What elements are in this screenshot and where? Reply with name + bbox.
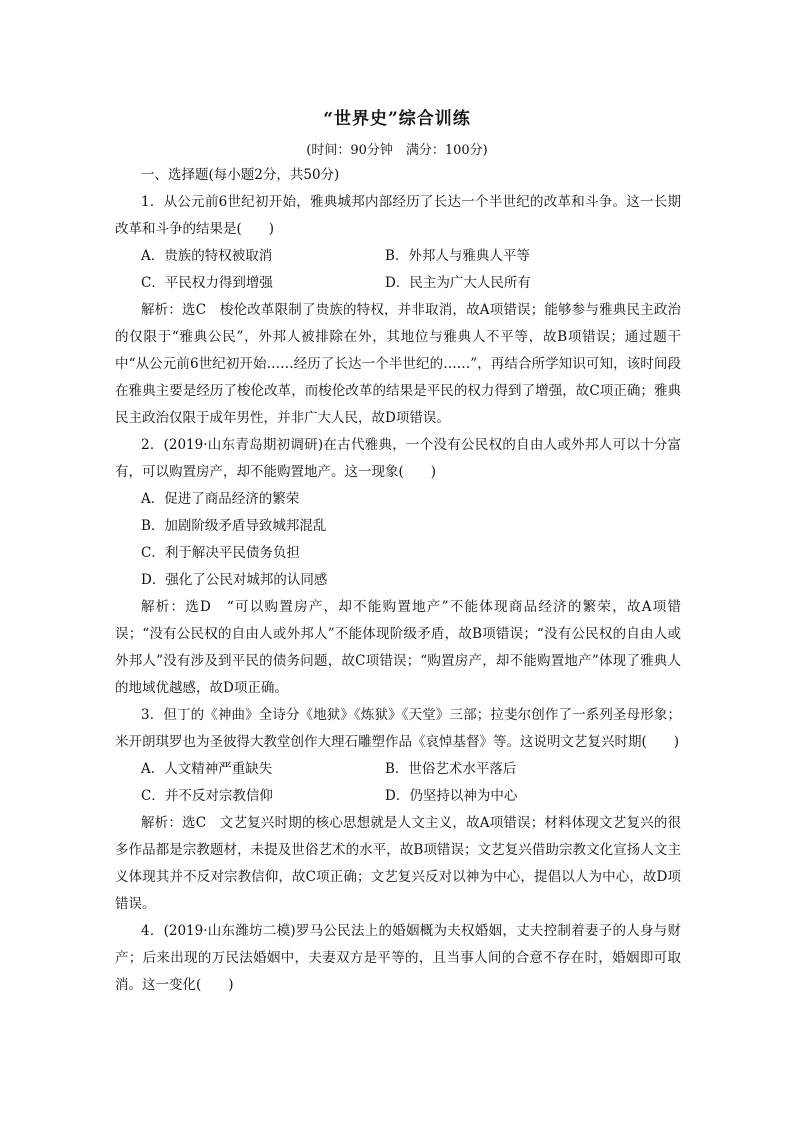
question-1-options-row-1 bbox=[115, 243, 681, 270]
question-3-stem: 3．但丁的《神曲》全诗分《地狱》《炼狱》《天堂》三部；拉斐尔创作了一系列圣母形象；米开朗琪罗也为圣彼得大教堂创作大理石雕塑作品《哀悼基督》等。这说明文艺复兴时期( ) bbox=[115, 707, 681, 750]
section-heading: 一、选择题(每小题2分，共50分) bbox=[141, 167, 340, 183]
document-body bbox=[115, 162, 681, 999]
question-3-analysis: 解析：选C 文艺复兴时期的核心思想就是人文主义，故A项错误；材料体现文艺复兴的很多作品都是宗教题材，未提及世俗艺术的水平，故B项错误；文艺复兴借助宗教文化宣扬人文主义体现其并不反对宗教信仰，故C项正确；文艺复兴反对以神为中心，提倡以人为中心，故D项错误。 bbox=[115, 815, 681, 912]
question-1-option-b: B．外邦人与雅典人平等 bbox=[385, 248, 530, 264]
question-2-option-a: A．促进了商品经济的繁荣 bbox=[141, 491, 300, 507]
exam-time-score: (时间：90分钟 满分：100分) bbox=[306, 143, 488, 158]
page-title: “世界史”综合训练 bbox=[323, 109, 471, 129]
question-4-stem: 4．(2019·山东潍坊二模)罗马公民法上的婚姻概为夫权婚姻，丈夫控制着妻子的人身与财产；后来出现的万民法婚姻中，夫妻双方是平等的，且当事人间的合意不存在时，婚姻即可取消。这一变化( ) bbox=[115, 923, 681, 993]
question-1-option-a: A．贵族的特权被取消 bbox=[141, 248, 273, 264]
question-2-stem: 2．(2019·山东青岛期初调研)在古代雅典，一个没有公民权的自由人或外邦人可以十分富有，可以购置房产，却不能购置地产。这一现象( ) bbox=[115, 437, 681, 480]
question-2-option-c: C．利于解决平民债务负担 bbox=[141, 545, 300, 561]
question-3-option-d: D．仍坚持以神为中心 bbox=[385, 788, 518, 804]
question-1-analysis: 解析：选C 梭伦改革限制了贵族的特权，并非取消，故A项错误；能够参与雅典民主政治的仅限于“雅典公民”，外邦人被排除在外，其地位与雅典人不平等，故B项错误；通过题干中“从公元前6世纪初开始……经历了长达一个半世纪的……”，再结合所学知识可知，该时间段在雅典主要是经历了梭伦改革，而梭伦改革的结果是平民的权力得到了增强，故C项正确；雅典民主政治仅限于成年男性，并非广大人民，故D项错误。 bbox=[115, 302, 681, 426]
question-2-option-d: D．强化了公民对城邦的认同感 bbox=[141, 572, 328, 588]
question-1-stem: 1．从公元前6世纪初开始，雅典城邦内部经历了长达一个半世纪的改革和斗争。这一长期改革和斗争的结果是( ) bbox=[115, 194, 681, 237]
question-1-option-d: D．民主为广大人民所有 bbox=[385, 275, 531, 291]
question-3-option-c: C．并不反对宗教信仰 bbox=[141, 788, 273, 804]
question-3-options-row-2 bbox=[115, 783, 681, 810]
question-1-options-row-2 bbox=[115, 270, 681, 297]
question-3-option-b: B．世俗艺术水平落后 bbox=[385, 761, 517, 777]
question-3-option-a: A．人文精神严重缺失 bbox=[141, 761, 273, 777]
question-2-option-b: B．加剧阶级矛盾导致城邦混乱 bbox=[141, 518, 327, 534]
question-3-options-row-1 bbox=[115, 756, 681, 783]
question-2-analysis: 解析：选D “可以购置房产，却不能购置地产”不能体现商品经济的繁荣，故A项错误；“没有公民权的自由人或外邦人”不能体现阶级矛盾，故B项错误；“没有公民权的自由人或外邦人”没有涉及到平民的债务问题，故C项错误；“购置房产，却不能购置地产”体现了雅典人的地域优越感，故D项正确。 bbox=[115, 599, 681, 696]
question-1-option-c: C．平民权力得到增强 bbox=[141, 275, 273, 291]
